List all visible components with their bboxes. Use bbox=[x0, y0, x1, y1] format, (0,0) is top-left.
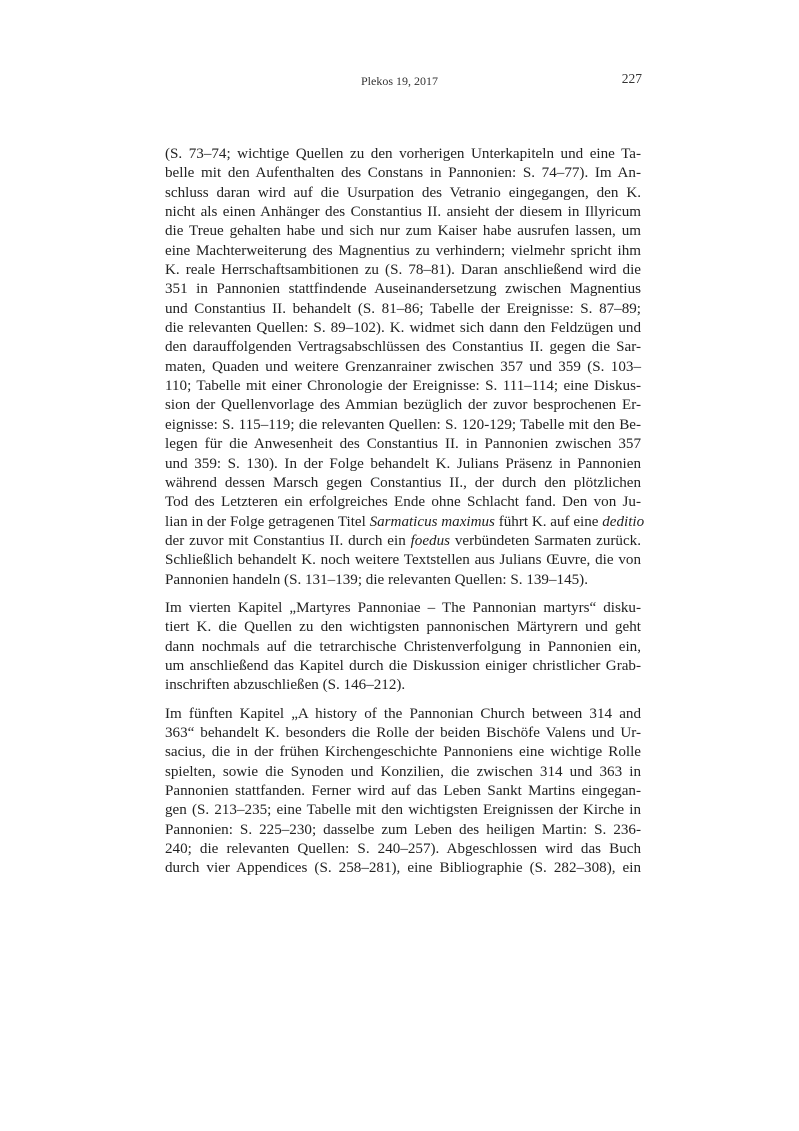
text-line: Schließlich behandelt K. noch weitere Textstellen aus Julians Œuvre, die von bbox=[165, 552, 641, 569]
italic-term: Sarmaticus maximus bbox=[369, 513, 495, 530]
text-run: verbündeten Sarmaten zurück. bbox=[450, 532, 641, 549]
text-line-with-italics bbox=[165, 532, 641, 551]
text-line: legen für die Anwesenheit des Constantius II. in Pannonien zwischen 357 bbox=[165, 436, 641, 453]
text-line: Pannonien handeln (S. 131–139; die relevanten Quellen: S. 139–145). bbox=[165, 571, 588, 588]
text-line: und 359: S. 130). In der Folge behandelt K. Julians Präsenz in Pannonien bbox=[165, 455, 641, 472]
page-number: 227 bbox=[621, 71, 642, 86]
text-line: Im fünften Kapitel „A history of the Pannonian Church between 314 and bbox=[165, 705, 641, 722]
text-line: die Treue gehalten habe und sich nur zum Kaiser habe ausrufen lassen, um bbox=[165, 223, 641, 240]
text-line: Tod des Letzteren ein erfolgreiches Ende ohne Schlacht fand. Den von Ju- bbox=[165, 494, 641, 511]
text-run: führt K. auf eine bbox=[494, 513, 603, 530]
text-line: 110; Tabelle mit einer Chronologie der Ereignisse: S. 111–114; eine Diskus- bbox=[165, 378, 641, 395]
text-line: sacius, die in der frühen Kirchengeschichte Pannoniens eine wichtige Rolle bbox=[165, 744, 641, 761]
italic-term: foedus bbox=[410, 532, 451, 549]
text-line: sion der Quellenvorlage des Ammian bezüglich der zuvor besprochenen Er- bbox=[165, 397, 641, 414]
text-line: tiert K. die Quellen zu den wichtigsten pannonischen Märtyrern und geht bbox=[165, 619, 641, 636]
paragraph-3 bbox=[165, 705, 641, 879]
text-line: gen (S. 213–235; eine Tabelle mit den wichtigsten Ereignissen der Kirche in bbox=[165, 802, 641, 819]
text-line: 351 in Pannonien stattfindende Auseinandersetzung zwischen Magnentius bbox=[165, 281, 641, 298]
paragraph-2 bbox=[165, 599, 641, 696]
text-line: dann nochmals auf die tetrarchische Christenverfolgung in Pannonien ein, bbox=[165, 638, 641, 655]
text-line: belle mit den Aufenthalten des Constans in Pannonien: S. 74–77). Im An- bbox=[165, 165, 641, 182]
text-line: schluss daran wird auf die Usurpation des Vetranio eingegangen, den K. bbox=[165, 184, 641, 201]
text-line: um anschließend das Kapitel durch die Diskussion einiger christlicher Grab- bbox=[165, 657, 641, 674]
text-line: die relevanten Quellen: S. 89–102). K. widmet sich dann den Feldzügen und bbox=[165, 320, 641, 337]
text-line: maten, Quaden und weitere Grenzanrainer zwischen 357 und 359 (S. 103– bbox=[165, 358, 641, 375]
text-line: eine Machterweiterung des Magnentius zu verhindern; vielmehr spricht ihm bbox=[165, 242, 641, 259]
text-line: während dessen Marsch gegen Constantius II., der durch den plötzlichen bbox=[165, 474, 641, 491]
text-run: lian in der Folge getragenen Titel bbox=[165, 513, 370, 530]
running-title: Plekos 19, 2017 bbox=[360, 74, 438, 88]
text-line: 363“ behandelt K. besonders die Rolle der beiden Bischöfe Valens und Ur- bbox=[165, 724, 641, 741]
text-line: den darauffolgenden Vertragsabschlüssen des Constantius II. gegen die Sar- bbox=[165, 339, 641, 356]
text-line-with-italics bbox=[165, 513, 645, 532]
body-text bbox=[165, 145, 645, 888]
text-line: und Constantius II. behandelt (S. 81–86; Tabelle der Ereignisse: S. 87–89; bbox=[165, 300, 641, 317]
text-line: Pannonien: S. 225–230; dasselbe zum Leben des heiligen Martin: S. 236- bbox=[165, 821, 641, 838]
text-run: der zuvor mit Constantius II. durch ein bbox=[165, 532, 411, 549]
paragraph-1 bbox=[165, 145, 645, 590]
text-line: Im vierten Kapitel „Martyres Pannoniae – The Pannonian martyrs“ disku- bbox=[165, 599, 641, 616]
text-line: nicht als einen Anhänger des Constantius II. ansieht der diesem in Illyricum bbox=[165, 204, 641, 221]
text-line: durch vier Appendices (S. 258–281), eine Bibliographie (S. 282–308), ein bbox=[165, 860, 641, 877]
text-line: (S. 73–74; wichtige Quellen zu den vorherigen Unterkapiteln und eine Ta- bbox=[165, 146, 641, 162]
text-line: spielten, sowie die Synoden und Konzilien, die zwischen 314 und 363 in bbox=[165, 763, 641, 780]
text-line: K. reale Herrschaftsambitionen zu (S. 78–81). Daran anschließend wird die bbox=[165, 262, 641, 279]
text-line: eignisse: S. 115–119; die relevanten Quellen: S. 120-129; Tabelle mit den Be- bbox=[165, 416, 641, 433]
text-line: 240; die relevanten Quellen: S. 240–257). Abgeschlossen wird das Buch bbox=[165, 841, 641, 858]
text-line: Pannonien stattfanden. Ferner wird auf das Leben Sankt Martins eingegan- bbox=[165, 783, 641, 799]
italic-term: deditio bbox=[602, 513, 645, 530]
text-line: inschriften abzuschließen (S. 146–212). bbox=[165, 677, 406, 694]
